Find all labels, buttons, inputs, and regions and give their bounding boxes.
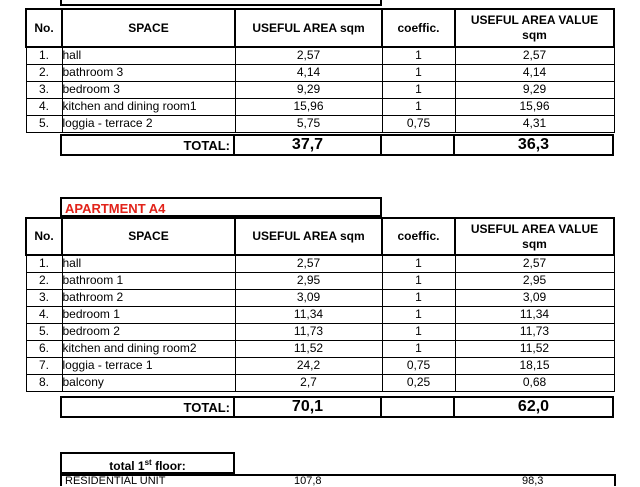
row-space: hall [62, 255, 235, 272]
row-coef: 0,25 [382, 374, 455, 391]
row-space: loggia - terrace 2 [62, 115, 235, 132]
floor-row-area: 107,8 [294, 475, 322, 487]
apartment-a4-total-row [60, 396, 614, 418]
row-space: bedroom 2 [62, 323, 235, 340]
row-coef: 0,75 [382, 357, 455, 374]
row-area: 11,34 [235, 306, 382, 323]
floor-row-value: 98,3 [522, 475, 544, 487]
table-row [26, 374, 614, 391]
floor-total-title [60, 452, 235, 474]
row-area: 4,14 [235, 64, 382, 81]
row-space: kitchen and dining room2 [62, 340, 235, 357]
row-value: 3,09 [455, 289, 614, 306]
row-space: hall [62, 47, 235, 64]
row-coef: 1 [382, 255, 455, 272]
table-row [26, 272, 614, 289]
apartment-a2-table [25, 8, 615, 133]
row-area: 11,73 [235, 323, 382, 340]
row-space: kitchen and dining room1 [62, 98, 235, 115]
table-row [26, 64, 614, 81]
header-no: No. [26, 9, 62, 47]
row-no: 5. [26, 323, 62, 340]
row-space: balcony [62, 374, 235, 391]
table-row [26, 255, 614, 272]
row-no: 2. [26, 272, 62, 289]
table-row [26, 81, 614, 98]
row-space: bathroom 3 [62, 64, 235, 81]
row-coef: 1 [382, 306, 455, 323]
total-label: TOTAL: [61, 135, 234, 155]
floor-total-title-sup: st [144, 458, 152, 467]
header-value [455, 218, 614, 255]
row-coef: 1 [382, 323, 455, 340]
table-row [26, 98, 614, 115]
row-value: 4,14 [455, 64, 614, 81]
header-space: SPACE [62, 218, 235, 255]
row-coef: 0,75 [382, 115, 455, 132]
row-area: 15,96 [235, 98, 382, 115]
header-coef: coeffic. [382, 9, 455, 47]
table-row [26, 357, 614, 374]
header-value-line2: sqm [522, 236, 547, 251]
row-value: 2,95 [455, 272, 614, 289]
row-coef: 1 [382, 289, 455, 306]
row-no: 4. [26, 306, 62, 323]
row-no: 8. [26, 374, 62, 391]
header-area: USEFUL AREA sqm [235, 9, 382, 47]
header-value [455, 9, 614, 47]
row-coef: 1 [382, 98, 455, 115]
total-value: 62,0 [454, 397, 613, 417]
apartment-a4-table [25, 217, 615, 392]
row-space: loggia - terrace 1 [62, 357, 235, 374]
total-value: 36,3 [454, 135, 613, 155]
apartment-a2-title [60, 0, 382, 6]
total-label: TOTAL: [61, 397, 234, 417]
row-space: bedroom 1 [62, 306, 235, 323]
row-no: 4. [26, 98, 62, 115]
row-area: 24,2 [235, 357, 382, 374]
total-coef [381, 397, 454, 417]
row-area: 5,75 [235, 115, 382, 132]
total-coef [381, 135, 454, 155]
row-area: 2,57 [235, 47, 382, 64]
table-row [26, 340, 614, 357]
total-area: 37,7 [234, 135, 381, 155]
row-value: 11,52 [455, 340, 614, 357]
row-area: 11,52 [235, 340, 382, 357]
row-value: 18,15 [455, 357, 614, 374]
header-value-line1: USEFUL AREA VALUE [470, 221, 599, 236]
row-no: 3. [26, 81, 62, 98]
row-no: 7. [26, 357, 62, 374]
row-area: 2,95 [235, 272, 382, 289]
header-coef: coeffic. [382, 218, 455, 255]
row-area: 3,09 [235, 289, 382, 306]
row-area: 2,7 [235, 374, 382, 391]
row-value: 15,96 [455, 98, 614, 115]
row-value: 9,29 [455, 81, 614, 98]
apartment-a4-title: APARTMENT A4 [60, 197, 382, 217]
apartment-a2-total-row [60, 134, 614, 156]
floor-total-title-text: total 1 [109, 459, 145, 473]
row-space: bedroom 3 [62, 81, 235, 98]
table-row [26, 289, 614, 306]
floor-row-label: RESIDENTIAL UNIT [65, 475, 166, 487]
row-no: 3. [26, 289, 62, 306]
row-value: 11,34 [455, 306, 614, 323]
header-area: USEFUL AREA sqm [235, 218, 382, 255]
row-value: 2,57 [455, 47, 614, 64]
header-value-line2: sqm [522, 28, 547, 42]
row-value: 0,68 [455, 374, 614, 391]
floor-total-title-suffix: floor: [151, 459, 186, 473]
header-value-line1: USEFUL AREA VALUE [470, 13, 599, 27]
header-no: No. [26, 218, 62, 255]
table-row [26, 115, 614, 132]
row-area: 2,57 [235, 255, 382, 272]
row-no: 1. [26, 255, 62, 272]
row-space: bathroom 2 [62, 289, 235, 306]
row-coef: 1 [382, 340, 455, 357]
row-coef: 1 [382, 272, 455, 289]
table-row [26, 323, 614, 340]
table-row [26, 47, 614, 64]
row-value: 4,31 [455, 115, 614, 132]
row-no: 1. [26, 47, 62, 64]
header-space: SPACE [62, 9, 235, 47]
table-row [26, 306, 614, 323]
row-area: 9,29 [235, 81, 382, 98]
row-no: 6. [26, 340, 62, 357]
row-value: 11,73 [455, 323, 614, 340]
floor-total-row [60, 474, 616, 486]
row-coef: 1 [382, 81, 455, 98]
row-coef: 1 [382, 47, 455, 64]
row-coef: 1 [382, 64, 455, 81]
total-area: 70,1 [234, 397, 381, 417]
row-value: 2,57 [455, 255, 614, 272]
row-no: 2. [26, 64, 62, 81]
row-no: 5. [26, 115, 62, 132]
row-space: bathroom 1 [62, 272, 235, 289]
